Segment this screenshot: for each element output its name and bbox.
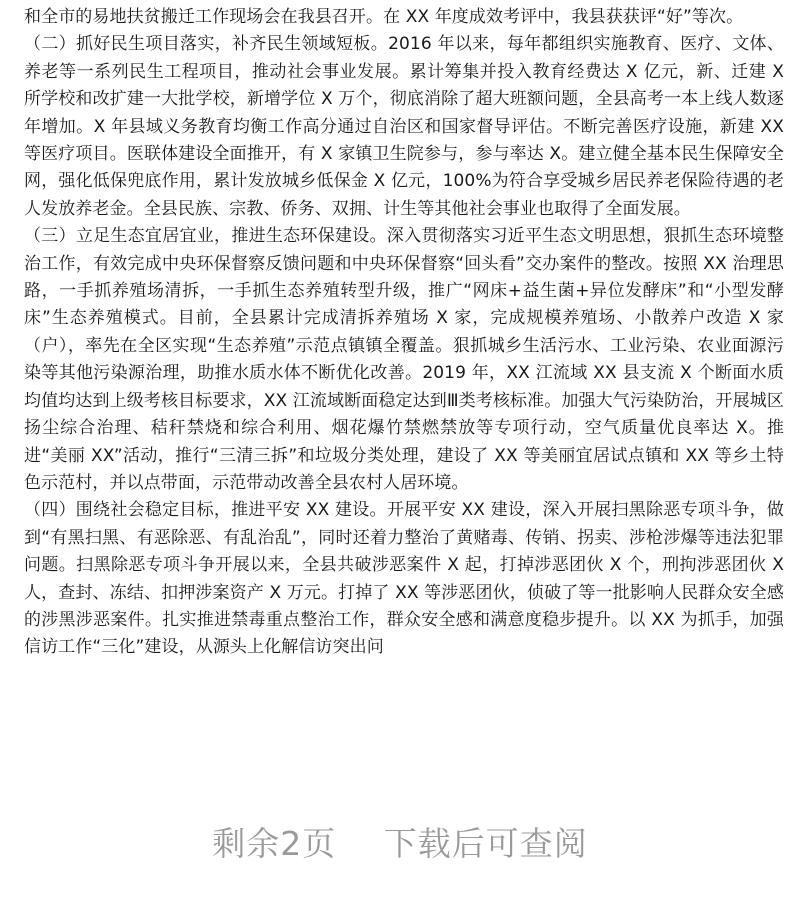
paragraph-livelihood: （二）抓好民生项目落实，补齐民生领域短板。2016 年以来，每年都组织实施教育、医疗、文体、养老等一系列民生工程项目，推动社会事业发展。累计筹集并投入教育经费达 X 亿元，新、迁建 X 所学校和改扩建一大批学校，新增学位 X 万个，彻底消除了超大班额问题，全县高考一本上线人数逐年增加。X 年县域义务教育均衡工作高分通过自治区和国家督导评估。不断完善医疗设施，新建 XX 等医疗项目。医联体建设全面推开，有 X 家镇卫生院参与，参与率达 X。建立健全基本民生保障安全网，强化低保兜底作用，累计发放城乡低保金 X 亿元，100%为符合享受城乡居民养老保险待遇的老人发放养老金。全县民族、宗教、侨务、双拥、计生等其他社会事业也取得了全面发展。 xyxy=(24,34,784,219)
remaining-pages-label: 剩余2页 xyxy=(212,824,337,863)
paragraph-intro: 和全市的易地扶贫搬迁工作现场会在我县召开。在 XX 年度成效考评中，我县获获评“好”等次。 xyxy=(24,7,744,27)
download-prompt[interactable] xyxy=(0,818,800,865)
download-hint-label: 下载后可查阅 xyxy=(383,824,588,863)
paragraph-ecology: （三）立足生态宜居宜业，推进生态环保建设。深入贯彻落实习近平生态文明思想，狠抓生态环境整治工作，有效完成中央环保督察反馈问题和中央环保督察“回头看”交办案件的整改。按照 XX 治理思路，一手抓养殖场清拆，一手抓生态养殖转型升级，推广“网床+益生菌+异位发酵床”和“小型发酵床”生态养殖模式。目前，全县累计完成清拆养殖场 X 家，完成规模养殖场、小散养户改造 X 家（户），率先在全区实现“生态养殖”示范点镇镇全覆盖。狠抓城乡生活污水、工业污染、农业面源污染等其他污染源治理，助推水质水体不断优化改善。2019 年，XX 江流域 XX 县支流 X 个断面水质均值均达到上级考核目标要求，XX 江流域断面稳定达到Ⅲ类考核标准。加强大气污染防治，开展城区扬尘综合治理、秸秆禁烧和综合利用、烟花爆竹禁燃禁放等专项行动，空气质量优良率达 X。推进“美丽 XX”活动，推行“三清三拆”和垃圾分类处理，建设了 XX 等美丽宜居试点镇和 XX 等乡土特色示范村，并以点带面，示范带动改善全县农村人居环境。 xyxy=(24,226,784,493)
document-body xyxy=(24,4,784,662)
paragraph-safety: （四）围绕社会稳定目标，推进平安 XX 建设。开展平安 XX 建设，深入开展扫黑除恶专项斗争，做到“有黑扫黑、有恶除恶、有乱治乱”，同时还着力整治了黄赌毒、传销、拐卖、涉枪涉爆等违法犯罪问题。扫黑除恶专项斗争开展以来，全县共破涉恶案件 X 起，打掉涉恶团伙 X 个，刑拘涉恶团伙 X 人，查封、冻结、扣押涉案资产 X 万元。打掉了 XX 等涉恶团伙，侦破了等一批影响人民群众安全感的涉黑涉恶案件。扎实推进禁毒重点整治工作，群众安全感和满意度稳步提升。以 XX 为抓手，加强信访工作“三化”建设，从源头上化解信访突出问 xyxy=(24,500,784,658)
